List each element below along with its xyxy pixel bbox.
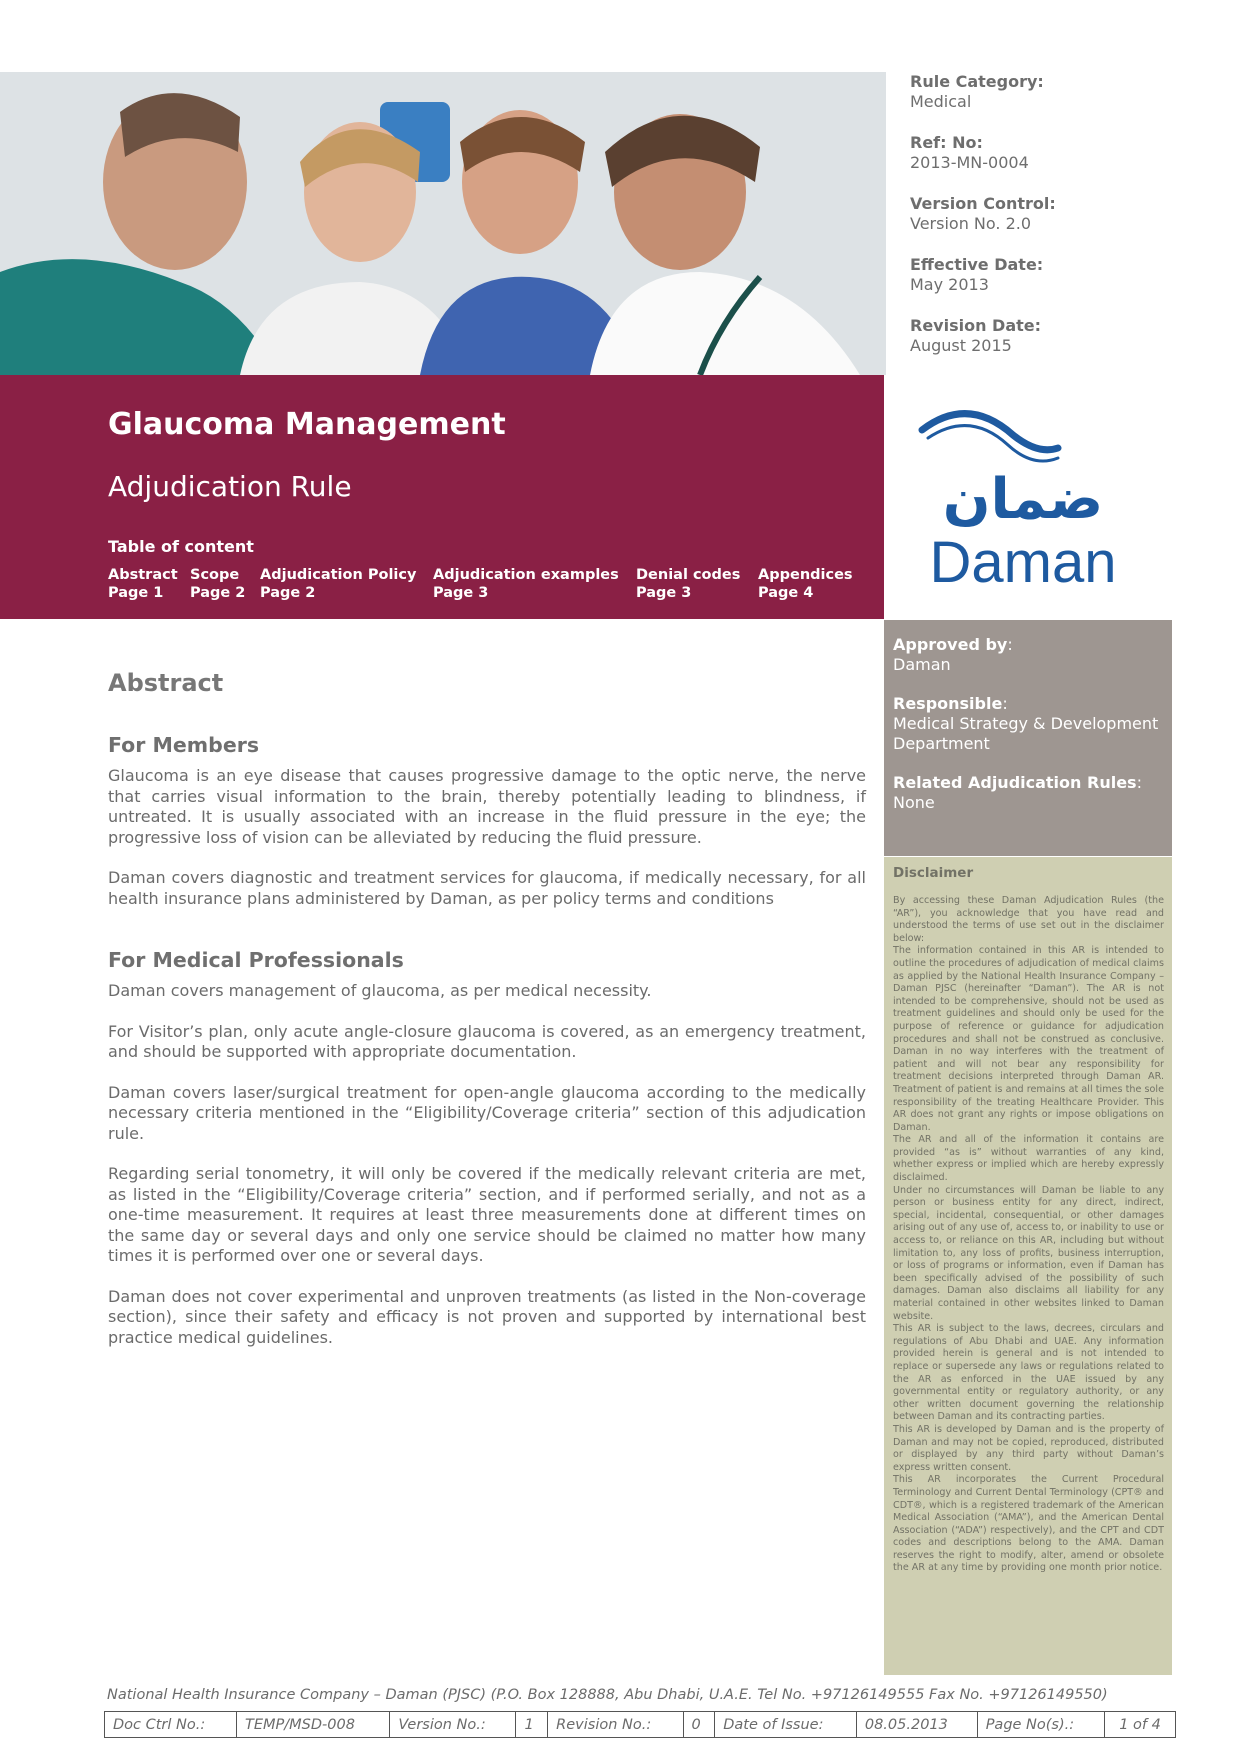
approval-label: Approved by <box>893 635 1008 654</box>
toc-item-scope[interactable] <box>190 566 245 602</box>
toc-item-label: Adjudication examples <box>433 567 619 583</box>
footer-cell-label: Date of Issue: <box>715 1712 857 1738</box>
hero-photo <box>0 72 886 375</box>
meta-rule-category <box>910 72 1200 112</box>
footer-doc-control-table <box>104 1711 1176 1738</box>
footer-address: National Health Insurance Company – Daman (PJSC) (P.O. Box 128888, Abu Dhabi, U.A.E. Tel No. +97126149555 Fax No. +97126149550) <box>107 1687 1108 1703</box>
professionals-paragraph: Daman covers laser/surgical treatment for open-angle glaucoma according to the medically necessary criteria mentioned in the “Eligibility/Coverage criteria” section of this adjudication rule. <box>108 1082 866 1143</box>
abstract-heading: Abstract <box>108 669 224 697</box>
page-subtitle: Adjudication Rule <box>108 470 352 503</box>
approval-value: None <box>893 793 935 812</box>
toc-item-adjudication-policy[interactable] <box>260 566 416 602</box>
disclaimer-paragraph: By accessing these Daman Adjudication Rules (the “AR”), you acknowledge that you have read and understood the terms of use set out in the disclaimer below: <box>893 895 1164 944</box>
rule-meta <box>910 72 1200 377</box>
daman-logo <box>908 400 1138 600</box>
footer-cell-label: Version No.: <box>390 1712 516 1738</box>
meta-value: May 2013 <box>910 275 989 294</box>
daman-logo-mark <box>908 400 1138 600</box>
responsible: Responsible: Medical Strategy & Development Department <box>893 694 1159 753</box>
toc-item-page: Page 2 <box>190 585 246 601</box>
footer-cell-value: 08.05.2013 <box>856 1712 977 1738</box>
toc-item-page: Page 3 <box>433 585 489 601</box>
meta-label: Version Control: <box>910 194 1056 213</box>
toc-item-page: Page 4 <box>758 585 814 601</box>
logo-latin-text: Daman <box>929 530 1117 595</box>
hero-photo-illustration <box>0 72 886 375</box>
toc-item-page: Page 2 <box>260 585 316 601</box>
toc-heading: Table of content <box>108 537 254 556</box>
professionals-paragraph: Daman does not cover experimental and unproven treatments (as listed in the Non-coverage section), since their safety and efficacy is not proven and supported by international best practice medical guidelines. <box>108 1286 866 1347</box>
toc-item-label: Abstract <box>108 567 178 583</box>
page-title: Glaucoma Management <box>108 407 506 442</box>
professionals-heading: For Medical Professionals <box>108 948 404 972</box>
professionals-paragraph: For Visitor’s plan, only acute angle-closure glaucoma is covered, as an emergency treatment, and should be supported with appropriate documentation. <box>108 1021 866 1061</box>
approval-value: Medical Strategy & Development Department <box>893 714 1159 753</box>
professionals-paragraph: Regarding serial tonometry, it will only be covered if the medically relevant criteria are met, as listed in the “Eligibility/Coverage criteria” section, and if performed serially, and not as a one-time measurement. It requires at least three measurements done at different times on the same day or several days and only one service should be claimed no matter how many times it is performed over one or several days. <box>108 1164 866 1265</box>
meta-effective-date <box>910 255 1200 295</box>
footer-cell-value: 1 <box>516 1712 548 1738</box>
meta-label: Revision Date: <box>910 316 1042 335</box>
disclaimer-title: Disclaimer <box>893 865 974 881</box>
meta-value: Medical <box>910 92 972 111</box>
approval-label: Responsible <box>893 694 1003 713</box>
disclaimer-paragraph: This AR incorporates the Current Procedural Terminology and Current Dental Terminology (CPT® and CDT®, which is a registered trademark of the American Medical Association (“AMA”), and the American Dental Association (“ADA”) respectively), and the CPT and CDT codes and descriptions belong to the AMA. Daman reserves the right to modify, alter, amend or obsolete the AR at any time by providing one month prior notice. <box>893 1474 1164 1574</box>
disclaimer-paragraph: This AR is subject to the laws, decrees, circulars and regulations of Abu Dhabi and UAE. Any information provided herein is general and is not intended to replace or supersede any laws or regulations related to the AR as enforced in the UAE issued by any governmental entity or regulatory authority, or any other written document governing the relationship between Daman and its contracting parties. <box>893 1323 1164 1423</box>
disclaimer-paragraph: Under no circumstances will Daman be liable to any person or business entity for any direct, indirect, special, incidental, consequential, or other damages arising out of any use of, access to, or inability to use or access to, or reliance on this AR, including but without limitation to, any loss of profits, business interruption, or loss of programs or information, even if Daman has been specifically advised of the possibility of such damages. Daman also disclaims all liability for any material contained in other websites linked to Daman website. <box>893 1184 1164 1322</box>
members-paragraph: Daman covers diagnostic and treatment services for glaucoma, if medically necessary, for all health insurance plans administered by Daman, as per policy terms and conditions <box>108 868 866 908</box>
toc-item-label: Scope <box>190 567 240 583</box>
meta-ref-no <box>910 133 1200 173</box>
footer-cell-value: 0 <box>683 1712 715 1738</box>
toc-item-label: Appendices <box>758 567 853 583</box>
meta-value: August 2015 <box>910 336 1012 355</box>
footer-cell-value: TEMP/MSD-008 <box>236 1712 389 1738</box>
toc-item-label: Adjudication Policy <box>260 567 417 583</box>
toc-item-page: Page 3 <box>636 585 692 601</box>
toc-item-page: Page 1 <box>108 585 164 601</box>
main-content <box>108 668 866 1348</box>
footer-cell-value: 1 of 4 <box>1105 1712 1176 1738</box>
toc-item-label: Denial codes <box>636 567 741 583</box>
disclaimer-paragraph: This AR is developed by Daman and is the property of Daman and may not be copied, reproduced, distributed or displayed by any third party without Daman’s express written consent. <box>893 1423 1164 1473</box>
disclaimer-paragraph: The AR and all of the information it contains are provided “as is” without warranties of any kind, whether express or implied which are hereby expressly disclaimed. <box>893 1134 1164 1184</box>
toc-item-appendices[interactable] <box>758 566 853 602</box>
meta-revision-date <box>910 316 1200 356</box>
meta-label: Ref: No: <box>910 133 983 152</box>
meta-version-control <box>910 194 1200 234</box>
members-paragraph: Glaucoma is an eye disease that causes progressive damage to the optic nerve, the nerve that carries visual information to the brain, thereby potentially leading to blindness, if untreated. It is usually associated with an increase in the fluid pressure in the eye; the progressive loss of vision can be alleviated by reducing the fluid pressure. <box>108 766 866 847</box>
approval-value: Daman <box>893 655 951 674</box>
title-banner <box>0 375 884 619</box>
related-rules: Related Adjudication Rules: None <box>893 773 1142 812</box>
logo-arabic-text: ضمان <box>942 467 1104 532</box>
meta-label: Rule Category: <box>910 72 1044 91</box>
meta-value: Version No. 2.0 <box>910 214 1032 233</box>
approval-box <box>884 620 1172 856</box>
professionals-paragraph: Daman covers management of glaucoma, as per medical necessity. <box>108 981 652 1000</box>
footer-cell-label: Revision No.: <box>548 1712 683 1738</box>
footer-cell-label: Page No(s).: <box>977 1712 1104 1738</box>
meta-value: 2013-MN-0004 <box>910 153 1029 172</box>
footer-cell-label: Doc Ctrl No.: <box>105 1712 237 1738</box>
disclaimer-box <box>884 857 1172 1675</box>
meta-label: Effective Date: <box>910 255 1044 274</box>
toc-item-abstract[interactable] <box>108 566 178 602</box>
approval-label: Related Adjudication Rules <box>893 773 1137 792</box>
disclaimer-paragraph: The information contained in this AR is intended to outline the procedures of adjudication of medical claims as applied by the National Health Insurance Company – Daman PJSC (hereinafter “Daman”). The AR is not intended to be comprehensive, should not be used as treatment guidelines and should only be used for the purpose of reference or guidance for adjudication procedures and shall not be construed as conclusive. Daman in no way interferes with the treatment of patient and will not bear any responsibility for treatment decisions interpreted through Daman AR. Treatment of patient is and remains at all times the sole responsibility of the treating Healthcare Provider. This AR does not grant any rights or impose obligations on Daman. <box>893 945 1164 1133</box>
approved-by: Approved by: Daman <box>893 635 1013 674</box>
toc-item-adjudication-examples[interactable] <box>433 566 619 602</box>
toc-item-denial-codes[interactable] <box>636 566 740 602</box>
members-heading: For Members <box>108 733 260 757</box>
